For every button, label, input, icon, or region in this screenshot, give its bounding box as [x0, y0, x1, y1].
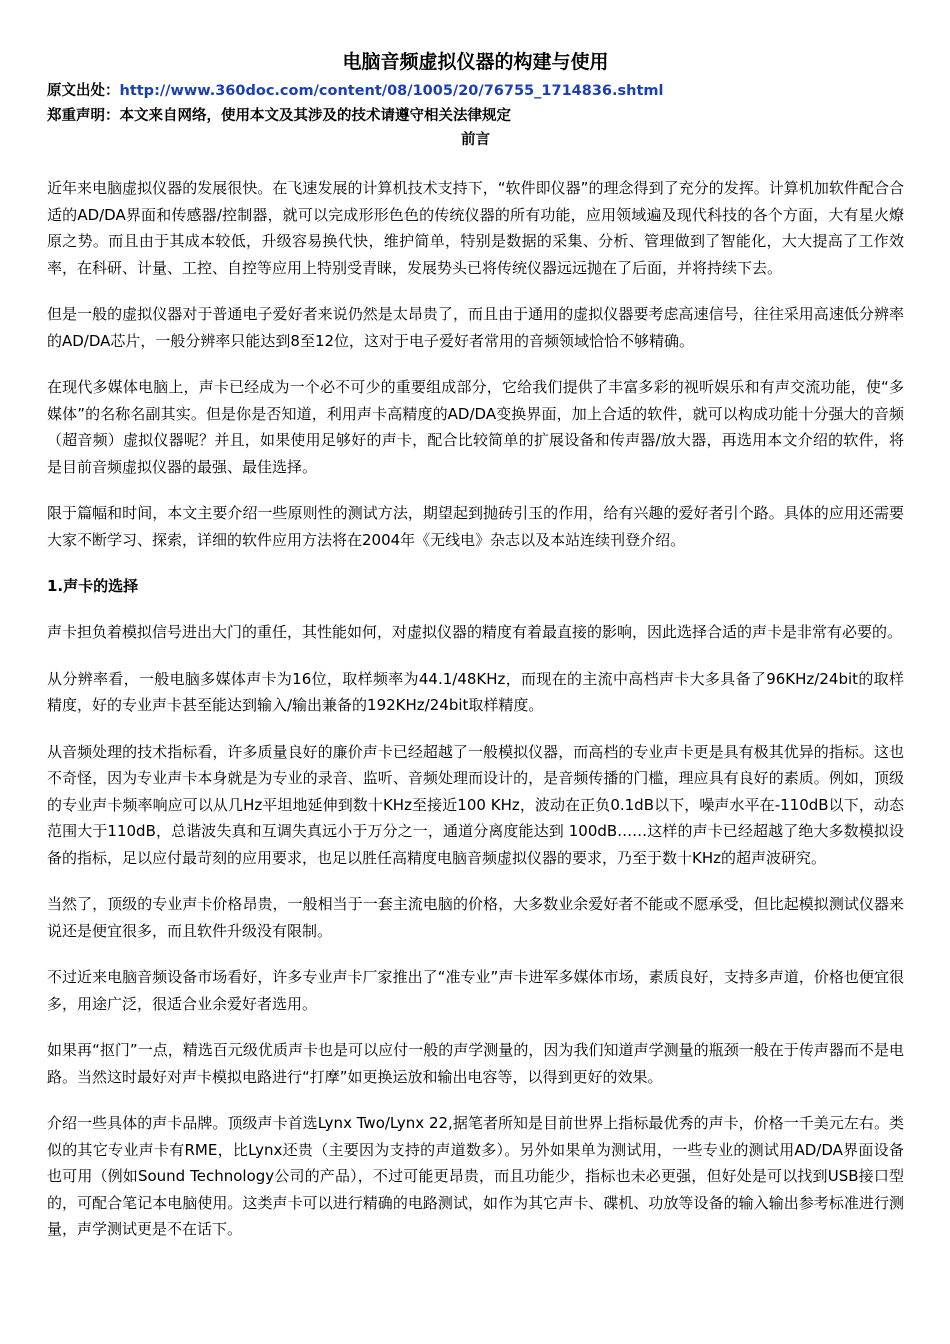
- paragraph: 如果再“抠门”一点，精选百元级优质声卡也是可以应付一般的声学测量的，因为我们知道声学测量的瓶颈一般在于传声器而不是电路。当然这时最好对声卡模拟电路进行“打摩”如更换运放和输出电容等，以得到更好的效果。: [47, 1041, 904, 1086]
- paragraph: 限于篇幅和时间，本文主要介绍一些原则性的测试方法，期望起到抛砖引玉的作用，给有兴趣的爱好者引个路。具体的应用还需要大家不断学习、探索，详细的软件应用方法将在2004年《无线电》杂志以及本站连续刊登介绍。: [47, 504, 904, 549]
- source-label: 原文出处：: [47, 83, 120, 99]
- source-line: [47, 79, 904, 104]
- paragraph: 从音频处理的技术指标看，许多质量良好的廉价声卡已经超越了一般模拟仪器，而高档的专业声卡更是具有极其优异的指标。这也不奇怪，因为专业声卡本身就是为专业的录音、监听、音频处理而设计的，是音频传播的门槛，理应具有良好的素质。例如，顶级的专业声卡频率响应可以从几Hz平坦地延伸到数十KHz至接近100 KHz，波动在正负0.1dB以下，噪声水平在-110dB以下，动态范围大于110dB，总谐波失真和互调失真远小于万分之一，通道分离度能达到 100dB……这样的声卡已经超越了绝大多数模拟设备的指标，足以应付最苛刻的应用要求，也足以胜任高精度电脑音频虚拟仪器的要求，乃至于数十KHz的超声波研究。: [47, 742, 904, 867]
- paragraph: 当然了，顶级的专业声卡价格昂贵，一般相当于一套主流电脑的价格，大多数业余爱好者不能或不愿承受，但比起模拟测试仪器来说还是便宜很多，而且软件升级没有限制。: [47, 895, 904, 940]
- source-link[interactable]: http://www.360doc.com/content/08/1005/20/76755_1714836.shtml: [119, 83, 664, 99]
- document-title: 电脑音频虚拟仪器的构建与使用: [342, 51, 609, 73]
- paragraph: 近年来电脑虚拟仪器的发展很快。在飞速发展的计算机技术支持下，“软件即仪器”的理念得到了充分的发挥。计算机加软件配合合适的AD/DA界面和传感器/控制器，就可以完成形形色色的传统仪器的所有功能，应用领域遍及现代科技的各个方面，大有星火燎原之势。而且由于其成本较低，升级容易换代快，维护简单，特别是数据的采集、分析、管理做到了智能化，大大提高了工作效率，在科研、计量、工控、自控等应用上特别受青睐，发展势头已将传统仪器远远抛在了后面，并将持续下去。: [47, 179, 904, 277]
- paragraph: 声卡担负着模拟信号进出大门的重任，其性能如何，对虚拟仪器的精度有着最直接的影响，因此选择合适的声卡是非常有必要的。: [47, 623, 903, 641]
- paragraph: 不过近来电脑音频设备市场看好，许多专业声卡厂家推出了“准专业”声卡进军多媒体市场，素质良好，支持多声道，价格也便宜很多，用途广泛，很适合业余爱好者选用。: [47, 968, 904, 1013]
- disclaimer: 郑重声明：本文来自网络，使用本文及其涉及的技术请遵守相关法律规定: [47, 108, 511, 124]
- section-heading: 1.声卡的选择: [47, 577, 139, 595]
- preface-heading: 前言: [461, 132, 490, 148]
- paragraph: 在现代多媒体电脑上，声卡已经成为一个必不可少的重要组成部分，它给我们提供了丰富多彩的视听娱乐和有声交流功能，使“多媒体”的名称名副其实。但是你是否知道，利用声卡高精度的AD/DA变换界面，加上合适的软件，就可以构成功能十分强大的音频（超音频）虚拟仪器呢？并且，如果使用足够好的声卡，配合比较简单的扩展设备和传声器/放大器，再选用本文介绍的软件，将是目前音频虚拟仪器的最强、最佳选择。: [47, 378, 904, 476]
- paragraph: 从分辨率看，一般电脑多媒体声卡为16位，取样频率为44.1/48KHz，而现在的主流中高档声卡大多具备了96KHz/24bit的取样精度，好的专业声卡甚至能达到输入/输出兼备的192KHz/24bit取样精度。: [47, 669, 904, 714]
- paragraph: 但是一般的虚拟仪器对于普通电子爱好者来说仍然是太昂贵了，而且由于通用的虚拟仪器要考虑高速信号，往往采用高速低分辨率的AD/DA芯片，一般分辨率只能达到8至12位，这对于电子爱好者常用的音频领域恰恰不够精确。: [47, 305, 904, 350]
- paragraph: 介绍一些具体的声卡品牌。顶级声卡首选Lynx Two/Lynx 22,据笔者所知是目前世界上指标最优秀的声卡，价格一千美元左右。类似的其它专业声卡有RME，比Lynx还贵（主要因为支持的声道数多）。另外如果单为测试用，一些专业的测试用AD/DA界面设备也可用（例如Sound Technology公司的产品），不过可能更昂贵，而且功能少，指标也未必更强，但好处是可以找到USB接口型的，可配合笔记本电脑使用。这类声卡可以进行精确的电路测试，如作为其它声卡、碟机、功放等设备的输入输出参考标准进行测量，声学测试更是不在话下。: [47, 1114, 904, 1238]
